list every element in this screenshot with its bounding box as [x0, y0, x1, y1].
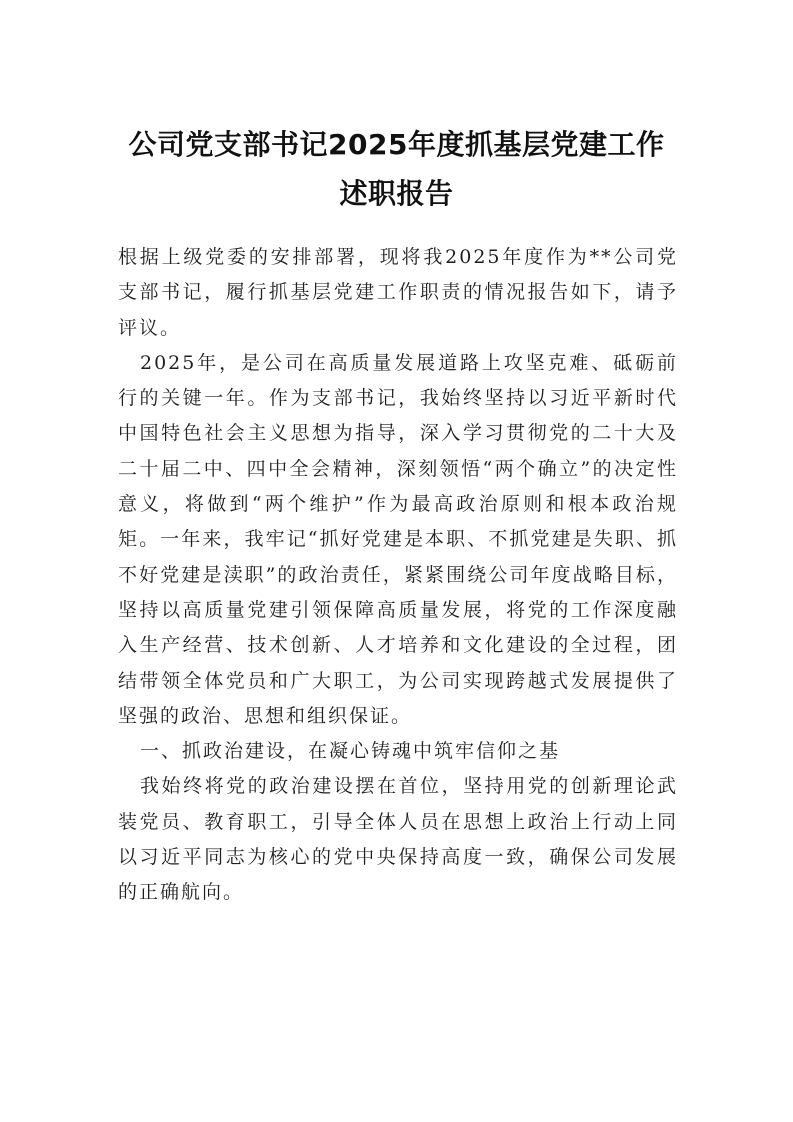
document-title-line-2: 述职报告 — [339, 177, 454, 210]
section-1-paragraph: 我始终将党的政治建设摆在首位，坚持用党的创新理论武装党员、教育职工，引导全体人员在思想上政治上行动上同以习近平同志为核心的党中央保持高度一致，确保公司发展的正确航向。 — [118, 775, 678, 904]
document-body — [118, 240, 678, 911]
section-heading-1: 一、抓政治建设，在凝心铸魂中筑牢信仰之基 — [140, 740, 561, 763]
document-title-line-1: 公司党支部书记2025年度抓基层党建工作 — [128, 128, 665, 161]
intro-paragraph: 根据上级党委的安排部署，现将我2025年度作为**公司党支部书记，履行抓基层党建工作职责的情况报告如下，请予评议。 — [118, 246, 678, 339]
overview-paragraph: 2025年，是公司在高质量发展道路上攻坚克难、砥砺前行的关键一年。作为支部书记，我始终坚持以习近平新时代中国特色社会主义思想为指导，深入学习贯彻党的二十大及二十届二中、四中全会精神，深刻领悟“两个确立”的决定性意义，将做到“两个维护”作为最高政治原则和根本政治规矩。一年来，我牢记“抓好党建是本职、不抓党建是失职、抓不好党建是渎职”的政治责任，紧紧围绕公司年度战略目标，坚持以高质量党建引领保障高质量发展，将党的工作深度融入生产经营、技术创新、人才培养和文化建设的全过程，团结带领全体党员和广大职工，为公司实现跨越式发展提供了坚强的政治、思想和组织保证。 — [118, 351, 678, 727]
